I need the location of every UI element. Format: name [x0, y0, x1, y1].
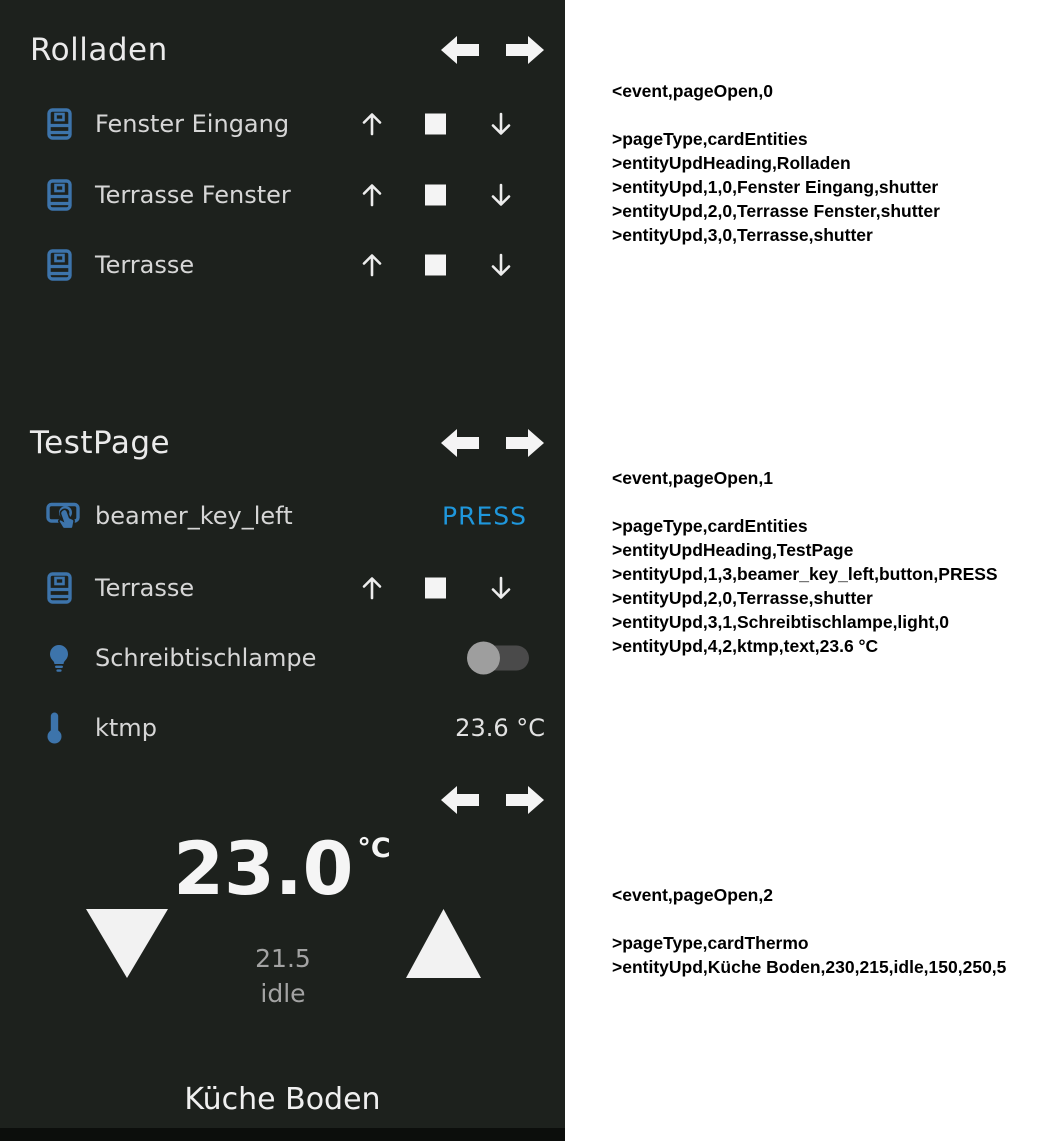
gesture-tap-button-icon: [46, 498, 80, 534]
thermostat-name: Küche Boden: [184, 1082, 381, 1117]
current-temperature-value: 23.0: [173, 827, 354, 912]
hvac-state: idle: [260, 979, 306, 1008]
log-block-page1: [612, 466, 998, 658]
shutter-down-button[interactable]: [488, 182, 514, 208]
shutter-down-button[interactable]: [488, 111, 514, 137]
page-title-testpage: TestPage: [30, 425, 171, 461]
screen-bezel: [0, 1128, 565, 1141]
entity-row-terrasse: [0, 235, 565, 295]
log-line: >pageType,cardThermo: [612, 933, 809, 953]
log-line: >entityUpdHeading,Rolladen: [612, 153, 851, 173]
page-nav-thermo: [441, 785, 551, 815]
log-line: >entityUpd,2,0,Terrasse Fenster,shutter: [612, 201, 940, 221]
page-nav-testpage: [441, 428, 551, 458]
entity-label: Fenster Eingang: [95, 110, 290, 138]
toggle-knob: [467, 642, 500, 675]
log-block-page0: [612, 79, 940, 247]
temperature-unit: °C: [357, 833, 391, 864]
next-page-button[interactable]: [506, 785, 544, 815]
log-line: >entityUpd,1,0,Fenster Eingang,shutter: [612, 177, 939, 197]
stop-square-icon: [425, 255, 446, 276]
log-line: >entityUpdHeading,TestPage: [612, 540, 854, 560]
entity-row-ktmp: [0, 698, 565, 758]
shutter-up-button[interactable]: [359, 252, 385, 278]
page-title-rolladen: Rolladen: [30, 32, 168, 68]
next-page-button[interactable]: [506, 35, 544, 65]
current-temperature: [150, 827, 410, 912]
log-event-line: <event,pageOpen,0: [612, 81, 773, 101]
shutter-stop-button[interactable]: [425, 114, 446, 135]
entity-label: Terrasse: [95, 574, 195, 602]
shutter-up-button[interactable]: [359, 111, 385, 137]
log-line: >pageType,cardEntities: [612, 516, 808, 536]
setpoint-temperature: 21.5: [255, 944, 311, 973]
entity-label: Terrasse: [95, 251, 195, 279]
window-shutter-icon: [46, 106, 80, 142]
window-shutter-icon: [46, 177, 80, 213]
entity-row-terrasse-fenster: [0, 165, 565, 225]
temp-increase-button[interactable]: [406, 909, 481, 978]
stop-square-icon: [425, 114, 446, 135]
log-event-line: <event,pageOpen,2: [612, 885, 773, 905]
light-toggle-switch[interactable]: [471, 646, 529, 671]
log-line: >entityUpd,1,3,beamer_key_left,button,PRESS: [612, 564, 998, 584]
shutter-stop-button[interactable]: [425, 185, 446, 206]
window-shutter-icon: [46, 570, 80, 606]
log-event-line: <event,pageOpen,1: [612, 468, 773, 488]
shutter-down-button[interactable]: [488, 252, 514, 278]
thermometer-icon: [46, 710, 80, 746]
log-line: >pageType,cardEntities: [612, 129, 808, 149]
entity-row-terrasse-2: [0, 558, 565, 618]
temp-decrease-button[interactable]: [86, 909, 168, 978]
entity-label: beamer_key_left: [95, 502, 293, 530]
shutter-up-button[interactable]: [359, 182, 385, 208]
prev-page-button[interactable]: [441, 35, 479, 65]
log-line: >entityUpd,3,0,Terrasse,shutter: [612, 225, 873, 245]
page-nav-rolladen: [441, 35, 551, 65]
stop-square-icon: [425, 578, 446, 599]
entity-label: Schreibtischlampe: [95, 644, 317, 672]
prev-page-button[interactable]: [441, 428, 479, 458]
entity-label: Terrasse Fenster: [95, 181, 291, 209]
entity-row-beamer-key-left: [0, 486, 565, 546]
shutter-down-button[interactable]: [488, 575, 514, 601]
shutter-up-button[interactable]: [359, 575, 385, 601]
log-line: >entityUpd,Küche Boden,230,215,idle,150,250,5: [612, 957, 1007, 977]
stop-square-icon: [425, 185, 446, 206]
entity-row-fenster-eingang: [0, 94, 565, 154]
entity-label: ktmp: [95, 714, 157, 742]
temperature-value: 23.6 °C: [455, 714, 545, 742]
log-block-page2: [612, 883, 1006, 979]
entity-row-schreibtischlampe: [0, 628, 565, 688]
window-shutter-icon: [46, 247, 80, 283]
shutter-stop-button[interactable]: [425, 255, 446, 276]
shutter-stop-button[interactable]: [425, 578, 446, 599]
log-line: >entityUpd,2,0,Terrasse,shutter: [612, 588, 873, 608]
next-page-button[interactable]: [506, 428, 544, 458]
prev-page-button[interactable]: [441, 785, 479, 815]
press-button[interactable]: PRESS: [442, 501, 527, 531]
log-line: >entityUpd,4,2,ktmp,text,23.6 °C: [612, 636, 879, 656]
log-line: >entityUpd,3,1,Schreibtischlampe,light,0: [612, 612, 949, 632]
lightbulb-icon: [46, 640, 80, 676]
